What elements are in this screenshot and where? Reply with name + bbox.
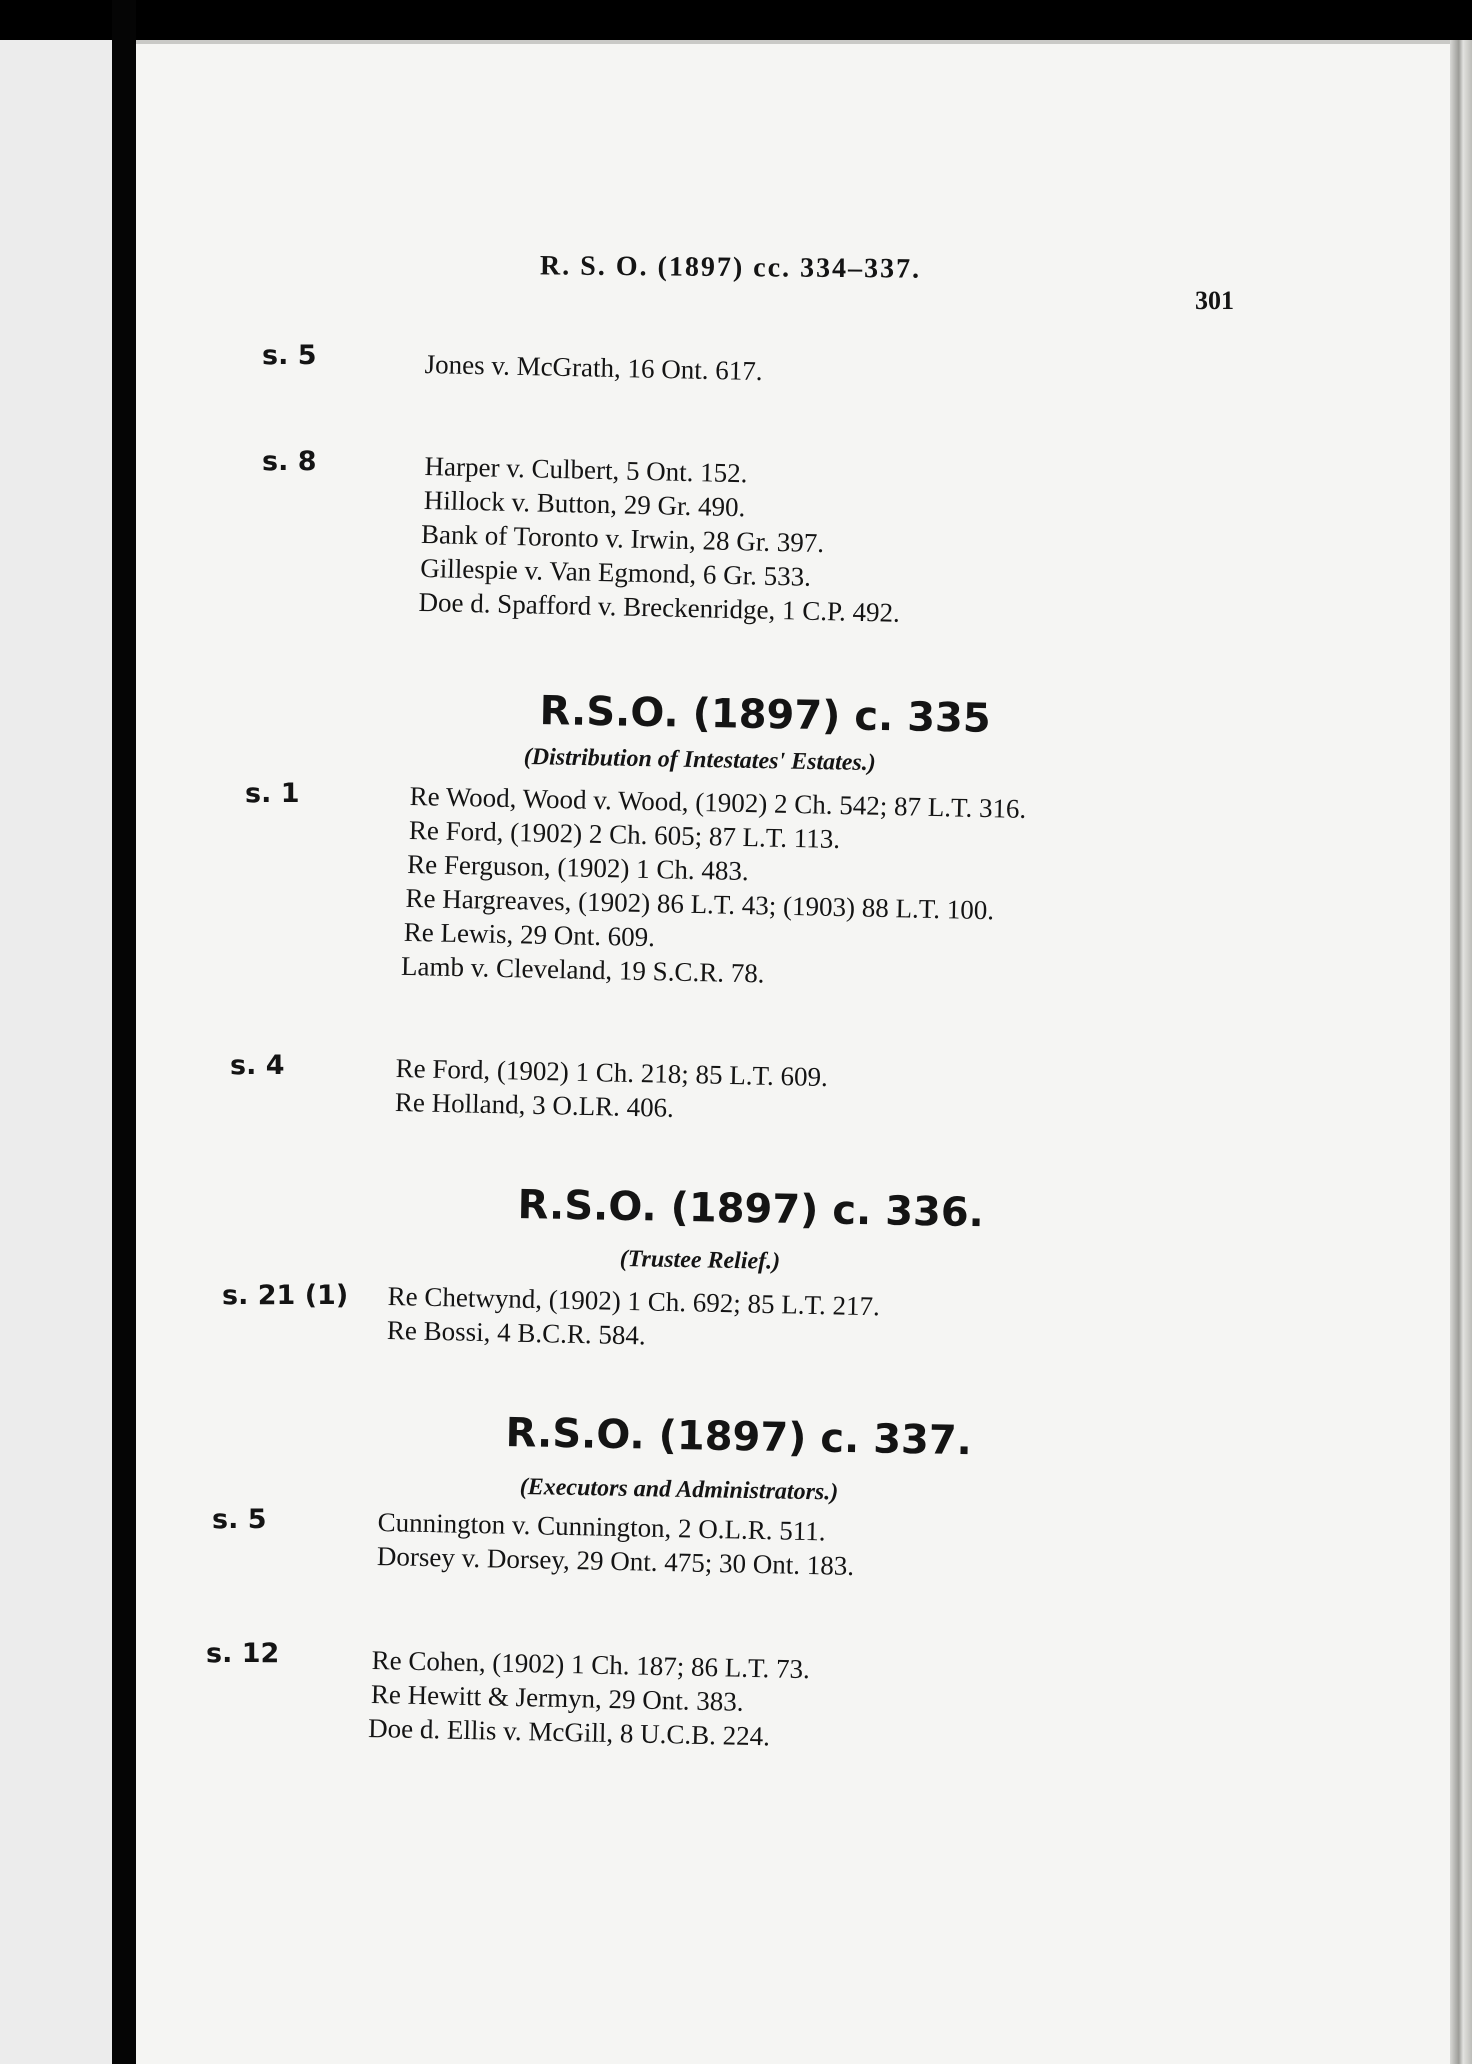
- section-label: s. 8: [262, 446, 317, 477]
- citation: Re Ford, (1902) 2 Ch. 605; 87 L.T. 113.: [408, 814, 841, 855]
- citation: Re Hewitt & Jermyn, 29 Ont. 383.: [370, 1678, 744, 1717]
- chapter-subtitle: (Trustee Relief.): [619, 1246, 781, 1275]
- chapter-heading: R.S.O. (1897) c. 336.: [517, 1182, 985, 1237]
- running-head: R. S. O. (1897) cc. 334–337.: [539, 250, 922, 285]
- citation: Hillock v. Button, 29 Gr. 490.: [423, 484, 746, 523]
- citation: Dorsey v. Dorsey, 29 Ont. 475; 30 Ont. 183.: [376, 1540, 855, 1581]
- chapter-heading: R.S.O. (1897) c. 335: [539, 688, 992, 742]
- chapter-subtitle: (Distribution of Intestates' Estates.): [523, 744, 876, 777]
- citation: Re Ford, (1902) 1 Ch. 218; 85 L.T. 609.: [395, 1052, 829, 1093]
- citation: Re Hargreaves, (1902) 86 L.T. 43; (1903) 88 L.T. 100.: [405, 882, 995, 926]
- book-page: [136, 40, 1456, 2064]
- citation: Jones v. McGrath, 16 Ont. 617.: [424, 348, 763, 387]
- section-label: s. 5: [262, 340, 317, 371]
- citation: Doe d. Spafford v. Breckenridge, 1 C.P. 492.: [418, 586, 901, 628]
- section-label: s. 21 (1): [222, 1280, 349, 1311]
- page-number: 301: [1195, 286, 1234, 315]
- citation: Bank of Toronto v. Irwin, 28 Gr. 397.: [420, 518, 825, 559]
- citation: Re Lewis, 29 Ont. 609.: [403, 916, 656, 953]
- section-label: s. 4: [230, 1050, 285, 1081]
- citation: Doe d. Ellis v. McGill, 8 U.C.B. 224.: [367, 1712, 771, 1752]
- chapter-subtitle: (Executors and Administrators.): [519, 1474, 839, 1506]
- chapter-heading: R.S.O. (1897) c. 337.: [505, 1410, 973, 1465]
- citation: Lamb v. Cleveland, 19 S.C.R. 78.: [400, 950, 765, 989]
- citation: Re Chetwynd, (1902) 1 Ch. 692; 85 L.T. 217.: [387, 1280, 881, 1322]
- page-fore-edge: [1450, 40, 1472, 2064]
- section-label: s. 5: [212, 1504, 267, 1535]
- section-label: s. 1: [245, 778, 300, 809]
- citation: Harper v. Culbert, 5 Ont. 152.: [424, 450, 748, 489]
- citation: Re Bossi, 4 B.C.R. 584.: [386, 1314, 647, 1351]
- citation: Gillespie v. Van Egmond, 6 Gr. 533.: [419, 552, 812, 592]
- citation: Re Holland, 3 O.LR. 406.: [394, 1086, 675, 1123]
- citation: Re Cohen, (1902) 1 Ch. 187; 86 L.T. 73.: [371, 1644, 811, 1685]
- section-label: s. 12: [206, 1638, 280, 1669]
- book-gutter: [112, 0, 136, 2064]
- citation: Re Ferguson, (1902) 1 Ch. 483.: [406, 848, 749, 887]
- facing-page-edge: [0, 40, 112, 2064]
- citation: Cunnington v. Cunnington, 2 O.L.R. 511.: [377, 1506, 826, 1547]
- citation: Re Wood, Wood v. Wood, (1902) 2 Ch. 542; 87 L.T. 316.: [409, 780, 1027, 824]
